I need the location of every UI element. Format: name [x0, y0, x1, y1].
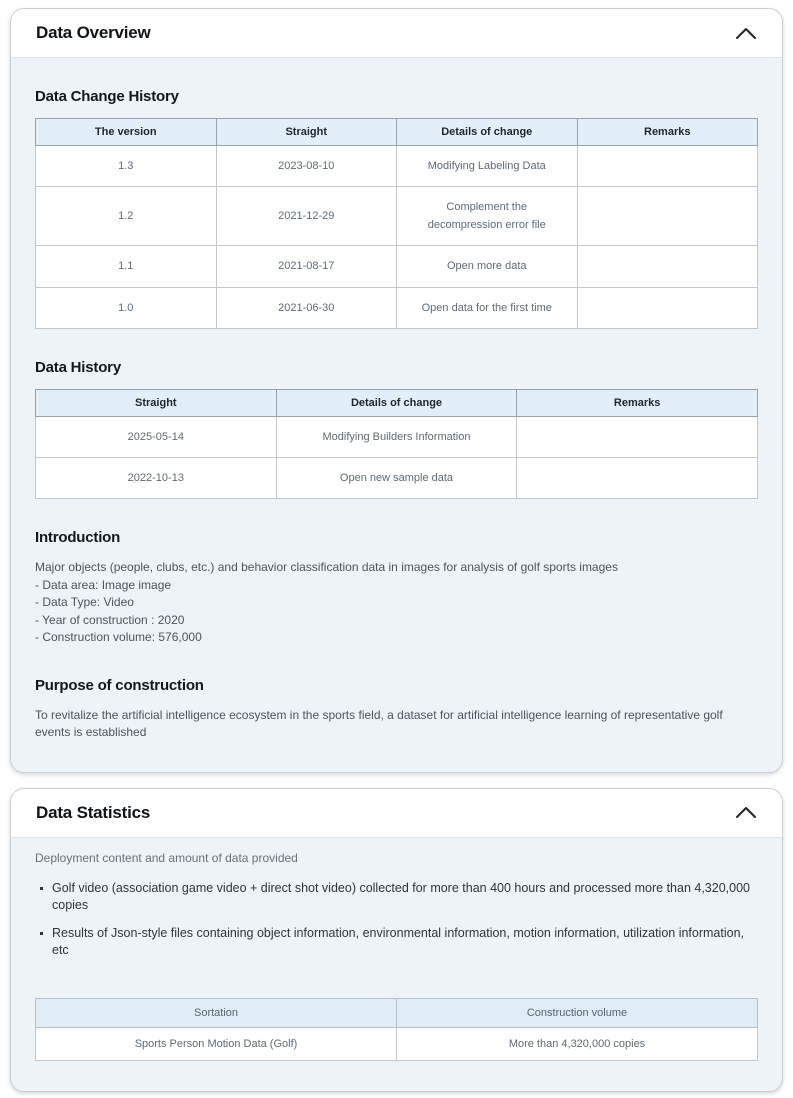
- cell-date: 2025-05-14: [36, 416, 277, 457]
- cell-version: 1.2: [36, 187, 217, 246]
- table-header-row: [36, 389, 758, 416]
- cell-details: Complement the decompression error file: [397, 187, 578, 246]
- col-header-straight: Straight: [216, 119, 397, 146]
- cell-remarks: [577, 246, 758, 287]
- introduction-line: Major objects (people, clubs, etc.) and behavior classification data in images for analysis of golf sports images: [35, 559, 618, 574]
- introduction-heading: Introduction: [35, 528, 121, 546]
- col-header-straight: Straight: [36, 389, 277, 416]
- chevron-up-icon: [735, 806, 757, 819]
- col-header-version: The version: [36, 119, 217, 146]
- table-row: [36, 416, 758, 457]
- cell-version: 1.1: [36, 246, 217, 287]
- list-item: Golf video (association game video + direct shot video) collected for more than 400 hours and processed more than 4,320,000 copies: [35, 880, 758, 915]
- data-overview-header[interactable]: [11, 9, 782, 58]
- cell-remarks: [517, 457, 758, 498]
- cell-volume: More than 4,320,000 copies: [397, 1027, 758, 1060]
- cell-remarks: [517, 416, 758, 457]
- table-row: [36, 146, 758, 187]
- table-row: [36, 457, 758, 498]
- col-header-details: Details of change: [397, 119, 578, 146]
- purpose-heading: Purpose of construction: [35, 676, 204, 694]
- data-statistics-header[interactable]: [11, 789, 782, 838]
- col-header-volume: Construction volume: [397, 998, 758, 1027]
- cell-details: Open new sample data: [276, 457, 517, 498]
- col-header-sortation: Sortation: [36, 998, 397, 1027]
- data-overview-panel: [10, 8, 783, 773]
- statistics-table-wrap: [35, 998, 758, 1061]
- statistics-table: [35, 998, 758, 1061]
- cell-details: Modifying Labeling Data: [397, 146, 578, 187]
- cell-details: Modifying Builders Information: [276, 416, 517, 457]
- statistics-intro: Deployment content and amount of data provided: [35, 850, 298, 865]
- purpose-text: To revitalize the artificial intelligence ecosystem in the sports field, a dataset for artificial intelligence learning of representative golf events is established: [35, 707, 723, 740]
- list-item: Results of Json-style files containing object information, environmental information, motion information, utilization information, etc: [35, 925, 758, 960]
- data-statistics-title: Data Statistics: [36, 802, 151, 822]
- table-header-row: [36, 119, 758, 146]
- table-row: [36, 187, 758, 246]
- table-header-row: [36, 998, 758, 1027]
- cell-date: 2023-08-10: [216, 146, 397, 187]
- data-statistics-panel: [10, 788, 783, 1092]
- statistics-bullet-list: [35, 880, 758, 960]
- introduction-line: - Data area: Image image: [35, 577, 172, 592]
- introduction-line: - Construction volume: 576,000: [35, 630, 202, 645]
- data-history-table: [35, 389, 758, 499]
- cell-date: 2022-10-13: [36, 457, 277, 498]
- introduction-line: - Year of construction : 2020: [35, 612, 185, 627]
- data-overview-body: [11, 58, 782, 772]
- table-row: [36, 246, 758, 287]
- change-history-heading: Data Change History: [35, 88, 179, 105]
- chevron-up-icon: [735, 27, 757, 40]
- cell-date: 2021-08-17: [216, 246, 397, 287]
- cell-version: 1.3: [36, 146, 217, 187]
- data-statistics-body: [11, 838, 782, 1091]
- cell-remarks: [577, 287, 758, 328]
- data-history-heading: Data History: [35, 358, 121, 376]
- change-history-table: [35, 118, 758, 329]
- data-overview-title: Data Overview: [36, 23, 151, 42]
- introduction-text: [35, 559, 758, 647]
- cell-remarks: [577, 187, 758, 246]
- col-header-remarks: Remarks: [517, 389, 758, 416]
- cell-sortation: Sports Person Motion Data (Golf): [36, 1027, 397, 1060]
- col-header-remarks: Remarks: [577, 119, 758, 146]
- cell-remarks: [577, 146, 758, 187]
- cell-date: 2021-06-30: [216, 287, 397, 328]
- cell-version: 1.0: [36, 287, 217, 328]
- col-header-details: Details of change: [276, 389, 517, 416]
- table-row: [36, 1027, 758, 1060]
- cell-details: Open more data: [397, 246, 578, 287]
- table-row: [36, 287, 758, 328]
- cell-date: 2021-12-29: [216, 187, 397, 246]
- introduction-line: - Data Type: Video: [35, 595, 134, 610]
- cell-details: Open data for the first time: [397, 287, 578, 328]
